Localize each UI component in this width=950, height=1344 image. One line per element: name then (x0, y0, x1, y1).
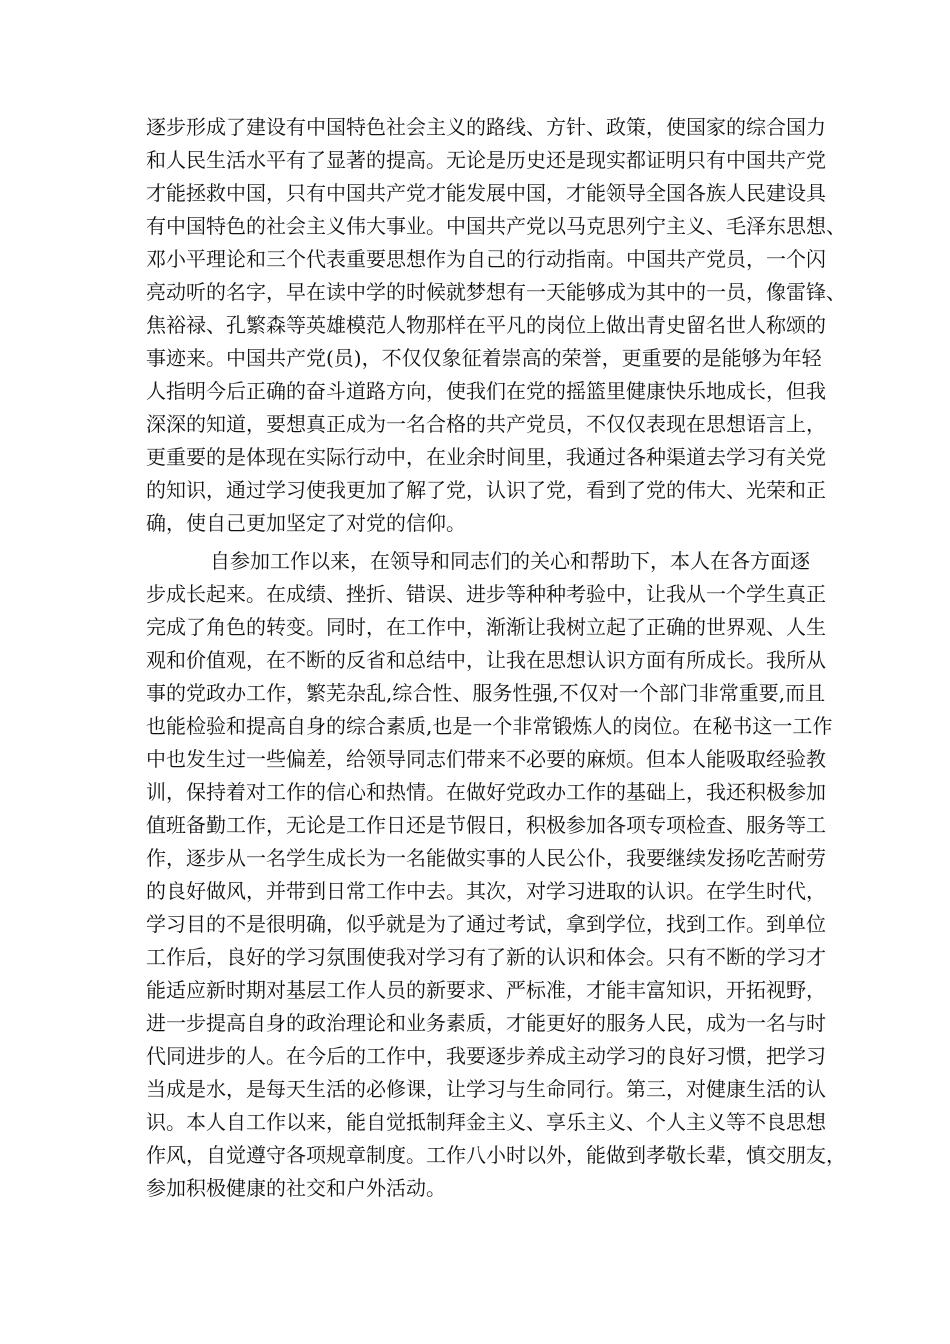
paragraph-2-line: 完成了角色的转变。同时，在工作中，渐渐让我树立起了正确的世界观、人生 (146, 615, 826, 639)
paragraph-2-line: 中也发生过一些偏差，给领导同志们带来不必要的麻烦。但本人能吸取经验教 (146, 747, 826, 771)
paragraph-1-line: 和人民生活水平有了显著的提高。无论是历史还是现实都证明只有中国共产党 (146, 148, 826, 172)
paragraph-2-last-line: 参加积极健康的社交和户外活动。 (146, 1176, 446, 1200)
paragraph-1-line: 焦裕禄、孔繁森等英雄模范人物那样在平凡的岗位上做出青史留名世人称颂的 (146, 313, 826, 337)
paragraph-1-line: 事迹来。中国共产党(员)，不仅仅象征着崇高的荣誉，更重要的是能够为年轻 (146, 346, 822, 370)
paragraph-2-line: 识。本人自工作以来，能自觉抵制拜金主义、享乐主义、个人主义等不良思想 (146, 1110, 826, 1134)
paragraph-2-line: 学习目的不是很明确，似乎就是为了通过考试，拿到学位，找到工作。到单位 (146, 912, 826, 936)
paragraph-2-line: 也能检验和提高自身的综合素质,也是一个非常锻炼人的岗位。在秘书这一工作 (146, 714, 833, 738)
paragraph-2 (146, 545, 846, 1205)
paragraph-1-line: 才能拯救中国，只有中国共产党才能发展中国，才能领导全国各族人民建设具 (146, 181, 826, 205)
paragraph-2-line: 进一步提高自身的政治理论和业务素质，才能更好的服务人民，成为一名与时 (146, 1011, 826, 1035)
paragraph-1-line: 人指明今后正确的奋斗道路方向，使我们在党的摇篮里健康快乐地成长，但我 (146, 379, 826, 403)
paragraph-2-line: 代同进步的人。在今后的工作中，我要逐步养成主动学习的良好习惯，把学习 (146, 1044, 826, 1068)
paragraph-1-line: 更重要的是体现在实际行动中，在业余时间里，我通过各种渠道去学习有关党 (146, 445, 826, 469)
paragraph-2-first-line: 自参加工作以来，在领导和同志们的关心和帮助下，本人在各方面逐 (210, 549, 810, 573)
paragraph-2-line: 作风，自觉遵守各项规章制度。工作八小时以外，能做到孝敬长辈，慎交朋友， (146, 1143, 846, 1167)
paragraph-1-line: 逐步形成了建设有中国特色社会主义的路线、方针、政策，使国家的综合国力 (146, 115, 826, 139)
paragraph-2-line: 作，逐步从一名学生成长为一名能做实事的人民公仆，我要继续发扬吃苦耐劳 (146, 846, 826, 870)
paragraph-2-line: 事的党政办工作，繁芜杂乱,综合性、服务性强,不仅对一个部门非常重要,而且 (146, 681, 826, 705)
paragraph-2-line: 值班备勤工作，无论是工作日还是节假日，积极参加各项专项检查、服务等工 (146, 813, 826, 837)
paragraph-1-line: 亮动听的名字，早在读中学的时候就梦想有一天能够成为其中的一员，像雷锋、 (146, 280, 846, 304)
paragraph-1-line: 深深的知道，要想真正成为一名合格的共产党员，不仅仅表现在思想语言上， (146, 412, 826, 436)
paragraph-1-line: 的知识，通过学习使我更加了解了党，认识了党，看到了党的伟大、光荣和正 (146, 478, 826, 502)
paragraph-1-line: 邓小平理论和三个代表重要思想作为自己的行动指南。中国共产党员，一个闪 (146, 247, 826, 271)
paragraph-1-line: 有中国特色的社会主义伟大事业。中国共产党以马克思列宁主义、毛泽东思想、 (146, 214, 846, 238)
paragraph-2-line: 训，保持着对工作的信心和热情。在做好党政办工作的基础上，我还积极参加 (146, 780, 826, 804)
paragraph-2-line: 观和价值观，在不断的反省和总结中，让我在思想认识方面有所成长。我所从 (146, 648, 826, 672)
paragraph-2-line: 工作后，良好的学习氛围使我对学习有了新的认识和体会。只有不断的学习才 (146, 945, 826, 969)
paragraph-2-line: 步成长起来。在成绩、挫折、错误、进步等种种考验中，让我从一个学生真正 (146, 582, 826, 606)
paragraph-2-line: 能适应新时期对基层工作人员的新要求、严标准，才能丰富知识，开拓视野， (146, 978, 826, 1002)
paragraph-2-line: 的良好做风，并带到日常工作中去。其次，对学习进取的认识。在学生时代， (146, 879, 826, 903)
paragraph-1 (146, 111, 846, 540)
paragraph-2-line: 当成是水，是每天生活的必修课，让学习与生命同行。第三，对健康生活的认 (146, 1077, 826, 1101)
paragraph-1-last-line: 确，使自己更加坚定了对党的信仰。 (146, 511, 466, 535)
